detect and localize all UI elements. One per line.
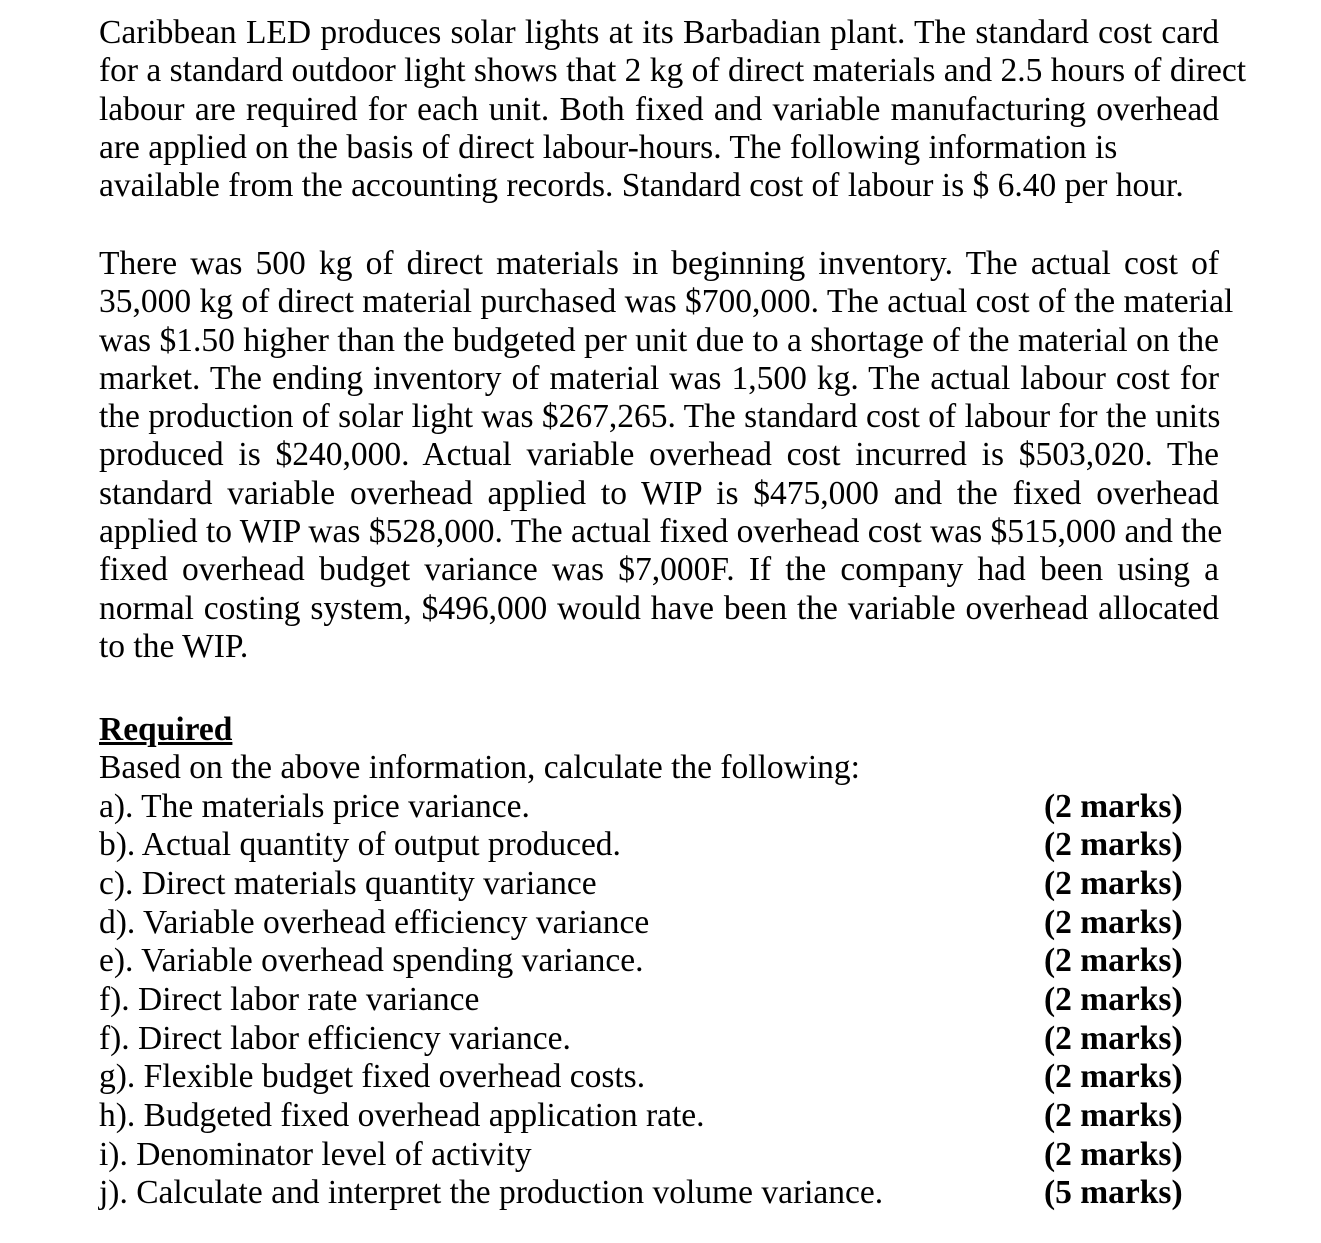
question-text: i). Denominator level of activity <box>99 1135 532 1173</box>
question-marks: (2 marks) <box>1044 942 1183 980</box>
question-marks: (2 marks) <box>1044 1058 1183 1096</box>
paragraph-line: standard variable overhead applied to WIP is $475,000 and the fixed overhead <box>99 474 1219 512</box>
paragraph-line: labour are required for each unit. Both fixed and variable manufacturing overhead <box>99 90 1219 128</box>
question-marks: (2 marks) <box>1044 1135 1183 1173</box>
question-item <box>99 826 1219 865</box>
paragraph-line: produced is $240,000. Actual variable overhead cost incurred is $503,020. The <box>99 436 1219 474</box>
question-item <box>99 981 1219 1020</box>
paragraph-line: to the WIP. <box>99 627 249 665</box>
question-text: f). Direct labor rate variance <box>99 981 480 1019</box>
question-marks: (2 marks) <box>1044 981 1183 1019</box>
question-item <box>99 1020 1219 1059</box>
paragraph-line: was $1.50 higher than the budgeted per unit due to a shortage of the material on the <box>99 321 1219 359</box>
document-page <box>99 14 1247 1212</box>
question-list <box>99 788 1219 1214</box>
question-marks: (5 marks) <box>1044 1174 1183 1212</box>
paragraph-line: are applied on the basis of direct labour-hours. The following information is <box>99 128 1118 166</box>
paragraph-line: available from the accounting records. Standard cost of labour is $ 6.40 per hour. <box>99 167 1184 205</box>
question-text: c). Direct materials quantity variance <box>99 864 597 902</box>
question-marks: (2 marks) <box>1044 864 1183 902</box>
question-item <box>99 942 1219 981</box>
question-marks: (2 marks) <box>1044 1019 1183 1057</box>
question-text: j). Calculate and interpret the production volume variance. <box>99 1174 884 1212</box>
paragraph-line: the production of solar light was $267,265. The standard cost of labour for the units <box>99 398 1221 436</box>
paragraph-line: for a standard outdoor light shows that 2 kg of direct materials and 2.5 hours of direct <box>99 52 1247 90</box>
question-text: a). The materials price variance. <box>99 787 530 825</box>
question-item <box>99 1097 1219 1136</box>
question-item <box>99 1136 1219 1175</box>
question-marks: (2 marks) <box>1044 1097 1183 1135</box>
question-text: b). Actual quantity of output produced. <box>99 826 621 864</box>
paragraph-line: market. The ending inventory of material was 1,500 kg. The actual labour cost for <box>99 359 1219 397</box>
question-text: g). Flexible budget fixed overhead costs. <box>99 1058 646 1096</box>
intro-paragraph <box>99 14 1247 205</box>
question-text: e). Variable overhead spending variance. <box>99 942 644 980</box>
question-item <box>99 788 1219 827</box>
paragraph-line: applied to WIP was $528,000. The actual fixed overhead cost was $515,000 and the <box>99 513 1223 551</box>
paragraph-line: normal costing system, $496,000 would have been the variable overhead allocated <box>99 589 1219 627</box>
question-marks: (2 marks) <box>1044 903 1183 941</box>
question-item <box>99 1174 1219 1213</box>
question-text: d). Variable overhead efficiency variance <box>99 903 650 941</box>
question-marks: (2 marks) <box>1044 787 1183 825</box>
paragraph-line: Caribbean LED produces solar lights at its Barbadian plant. The standard cost card <box>99 14 1219 51</box>
question-marks: (2 marks) <box>1044 826 1183 864</box>
paragraph-line: fixed overhead budget variance was $7,000F. If the company had been using a <box>99 551 1219 589</box>
question-item <box>99 904 1219 943</box>
question-item <box>99 865 1219 904</box>
required-section <box>99 711 1219 1213</box>
required-heading: Required <box>99 711 233 748</box>
paragraph-line: There was 500 kg of direct materials in beginning inventory. The actual cost of <box>99 245 1219 282</box>
details-paragraph <box>99 245 1234 666</box>
question-text: f). Direct labor efficiency variance. <box>99 1019 571 1057</box>
question-text: h). Budgeted fixed overhead application rate. <box>99 1097 705 1135</box>
question-item <box>99 1058 1219 1097</box>
paragraph-line: 35,000 kg of direct material purchased was $700,000. The actual cost of the material <box>99 283 1234 321</box>
required-intro: Based on the above information, calculate the following: <box>99 749 860 787</box>
